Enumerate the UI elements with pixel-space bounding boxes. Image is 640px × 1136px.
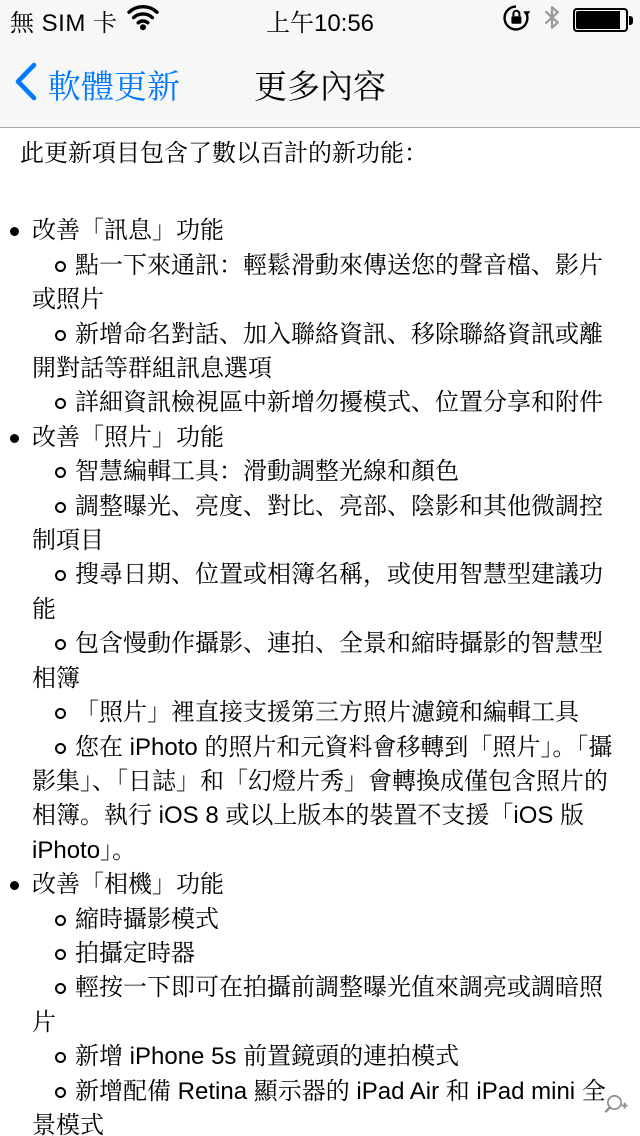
note-item [32,490,616,559]
back-button-label: 軟體更新 [48,67,180,105]
sub-bullet-icon [55,983,66,994]
note-item [32,249,616,318]
section-title [32,421,616,455]
bullet-icon [10,881,19,890]
intro-text: 此更新項目包含了數以百計的新功能： [20,140,428,167]
sub-bullet-icon [55,915,66,926]
top-chrome [0,0,640,128]
note-item-text: 拍攝定時器 [75,939,195,967]
status-bar [0,0,640,40]
sub-bullet-icon [55,708,66,719]
section-title-text: 改善「訊息」功能 [32,217,224,245]
status-time: 上午10:56 [265,9,375,37]
page-title: 更多內容 [254,67,386,105]
note-item-text: 調整曝光、亮度、對比、亮部、陰影和其他微調控制項目 [32,492,603,555]
note-item-text: 縮時攝影模式 [75,905,219,933]
carrier-label: 無 SIM 卡 [10,9,118,37]
bluetooth-icon [542,4,562,36]
note-item-text: 新增配備 Retina 顯示器的 iPad Air 和 iPad mini 全景模式 [32,1077,606,1136]
note-item [32,455,616,489]
nav-bar [0,40,640,128]
note-item [32,386,616,420]
note-item-text: 智慧編輯工具：滑動調整光線和顏色 [75,458,459,486]
note-item-text: 「照片」裡直接支援第三方照片濾鏡和編輯工具 [75,699,579,727]
sub-bullet-icon [55,330,66,341]
section-title [32,214,616,248]
bullet-icon [10,227,19,236]
battery-icon [573,8,633,32]
status-right-cluster [502,0,633,40]
back-button[interactable] [14,40,180,128]
update-notes-list [32,214,616,1136]
note-item [32,627,616,696]
sub-bullet-icon [55,639,66,650]
sub-bullet-icon [55,398,66,409]
note-item-text: 新增命名對話、加入聯絡資訊、移除聯絡資訊或離開對話等群組訊息選項 [32,320,603,383]
sub-bullet-icon [55,261,66,272]
sub-bullet-icon [55,1052,66,1063]
note-item-text: 點一下來通訊：輕鬆滑動來傳送您的聲音檔、影片或照片 [32,251,603,314]
orientation-lock-icon [502,4,531,37]
battery-fill [576,11,620,29]
note-item-text: 您在 iPhoto 的照片和元資料會移轉到「照片」。「攝影集」、「日誌」和「幻燈片秀」會轉換成僅包含照片的相簿。執行 iOS 8 或以上版本的裝置不支援「iOS 版 iPhoto」。 [32,733,613,864]
note-item [32,937,616,971]
bullet-icon [10,434,19,443]
sub-bullet-icon [55,743,66,754]
note-item-text: 詳細資訊檢視區中新增勿擾模式、位置分享和附件 [75,389,603,417]
note-item-text: 輕按一下即可在拍攝前調整曝光值來調亮或調暗照片 [32,974,603,1036]
sub-bullet-icon [55,949,66,960]
back-chevron-icon [14,62,37,106]
sub-bullet-icon [55,570,66,581]
note-item-text: 包含慢動作攝影、連拍、全景和縮時攝影的智慧型相簿 [32,630,603,692]
note-item [32,1040,616,1074]
note-item [32,903,616,937]
sub-bullet-icon [55,467,66,478]
section-title-text: 改善「相機」功能 [32,871,224,899]
content-area[interactable] [0,128,640,1136]
zoom-in-icon[interactable] [603,1093,633,1121]
note-item [32,558,616,627]
sub-bullet-icon [55,502,66,513]
section-title [32,868,616,902]
note-item-text: 搜尋日期、位置或相簿名稱，或使用智慧型建議功能 [32,561,603,623]
section-title-text: 改善「照片」功能 [32,423,224,451]
note-item [32,318,616,387]
note-item [32,1075,616,1136]
note-item [32,696,616,730]
note-item-text: 新增 iPhone 5s 前置鏡頭的連拍模式 [75,1043,460,1071]
note-item [32,971,616,1040]
sub-bullet-icon [55,1087,66,1098]
note-item [32,731,616,869]
